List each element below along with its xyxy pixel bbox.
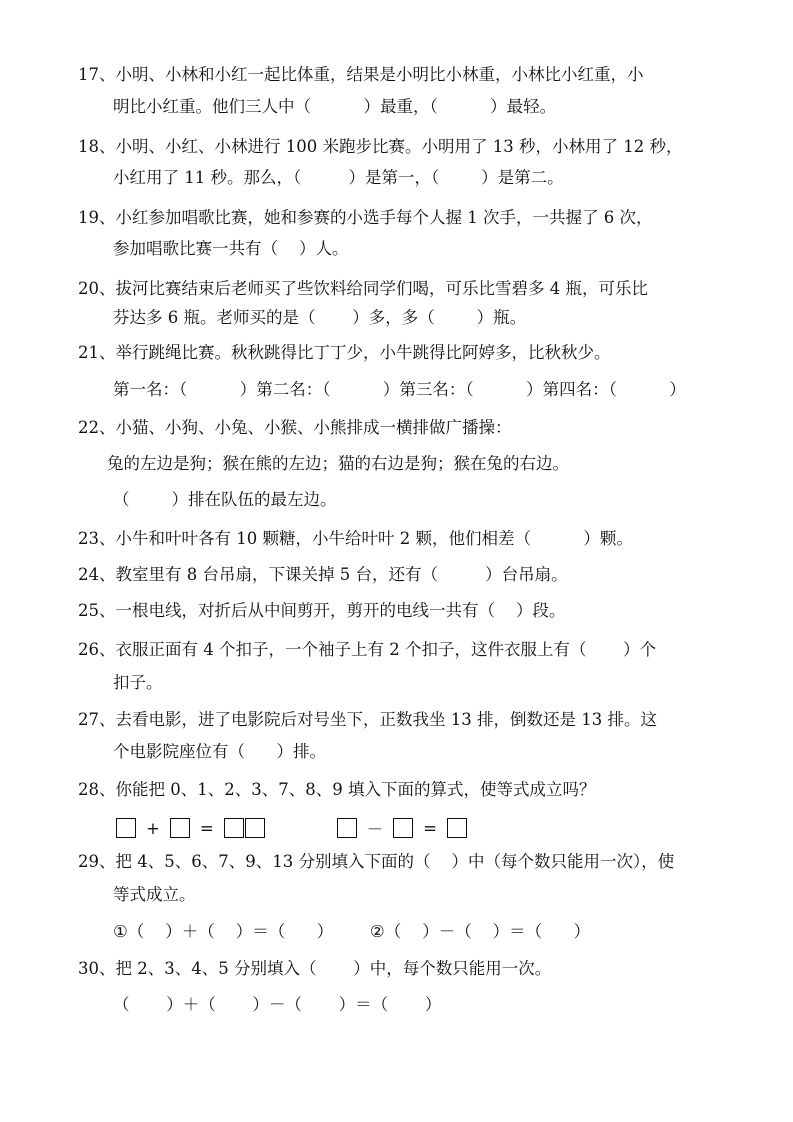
q29-line1: 29、把 4、5、6、7、9、13 分别填入下面的（ ）中（每个数只能用一次），使 — [78, 852, 675, 871]
q20-line2: 芬达多 6 瓶。老师买的是（ ）多，多（ ）瓶。 — [113, 308, 527, 327]
q18-line1: 18、小明、小红、小林进行 100 米跑步比赛。小明用了 13 秒，小林用了 12 秒， — [78, 137, 683, 156]
q23-line1: 23、小牛和叶叶各有 10 颗糖，小牛给叶叶 2 颗，他们相差（ ）颗。 — [78, 529, 633, 548]
q22-line2: 兔的左边是狗；猴在熊的左边；猫的右边是狗；猴在兔的右边。 — [107, 454, 569, 473]
plus-sign: + — [146, 818, 160, 838]
q21-line1: 21、举行跳绳比赛。秋秋跳得比丁丁少，小牛跳得比阿婷多，比秋秋少。 — [78, 343, 611, 362]
answer-box[interactable] — [447, 818, 467, 838]
answer-box[interactable] — [170, 818, 190, 838]
q17-line2: 明比小红重。他们三人中（ ）最重，（ ）最轻。 — [113, 97, 557, 116]
q26-line2: 扣子。 — [113, 673, 163, 692]
q28-equations — [116, 816, 467, 840]
answer-box[interactable] — [337, 818, 357, 838]
q22-line3: （ ）排在队伍的最左边。 — [113, 490, 337, 509]
q19-line1: 19、小红参加唱歌比赛，她和参赛的小选手每个人握 1 次手，一共握了 6 次， — [78, 208, 653, 227]
q27-line2: 个电影院座位有（ ）排。 — [113, 742, 326, 761]
q30-line1: 30、把 2、3、4、5 分别填入（ ）中，每个数只能用一次。 — [78, 959, 552, 978]
q30-line2: （ ）＋（ ）－（ ）＝（ ） — [113, 995, 442, 1014]
q18-line2: 小红用了 11 秒。那么，（ ）是第一，（ ）是第二。 — [113, 168, 564, 187]
answer-box[interactable] — [224, 818, 244, 838]
minus-sign: － — [366, 820, 384, 839]
q29-line3: ①（ ）＋（ ）＝（ ） ②（ ）－（ ）＝（ ） — [113, 922, 591, 941]
q21-line2: 第一名：（ ）第二名：（ ）第三名：（ ）第四名：（ ） — [113, 380, 686, 399]
q25-line1: 25、一根电线，对折后从中间剪开，剪开的电线一共有（ ）段。 — [78, 601, 566, 620]
q28-line1: 28、你能把 0、1、2、3、7、8、9 填入下面的算式，使等式成立吗？ — [78, 780, 596, 799]
q19-line2: 参加唱歌比赛一共有（ ）人。 — [113, 239, 349, 258]
q20-line1: 20、拔河比赛结束后老师买了些饮料给同学们喝，可乐比雪碧多 4 瓶，可乐比 — [78, 279, 648, 298]
q22-line1: 22、小猫、小狗、小兔、小猴、小熊排成一横排做广播操： — [78, 418, 512, 437]
equals-sign: = — [423, 818, 437, 838]
q24-line1: 24、教室里有 8 台吊扇，下课关掉 5 台，还有（ ）台吊扇。 — [78, 565, 568, 584]
q29-line2: 等式成立。 — [113, 885, 196, 904]
q27-line1: 27、去看电影，进了电影院后对号坐下，正数我坐 13 排，倒数还是 13 排。这 — [78, 710, 657, 729]
equals-sign: = — [199, 818, 214, 838]
answer-box[interactable] — [245, 818, 265, 838]
q17-line1: 17、小明、小林和小红一起比体重，结果是小明比小林重，小林比小红重，小 — [78, 65, 644, 84]
q26-line1: 26、衣服正面有 4 个扣子，一个袖子上有 2 个扣子，这件衣服上有（ ）个 — [78, 640, 657, 659]
answer-box[interactable] — [393, 818, 413, 838]
answer-box[interactable] — [116, 818, 136, 838]
